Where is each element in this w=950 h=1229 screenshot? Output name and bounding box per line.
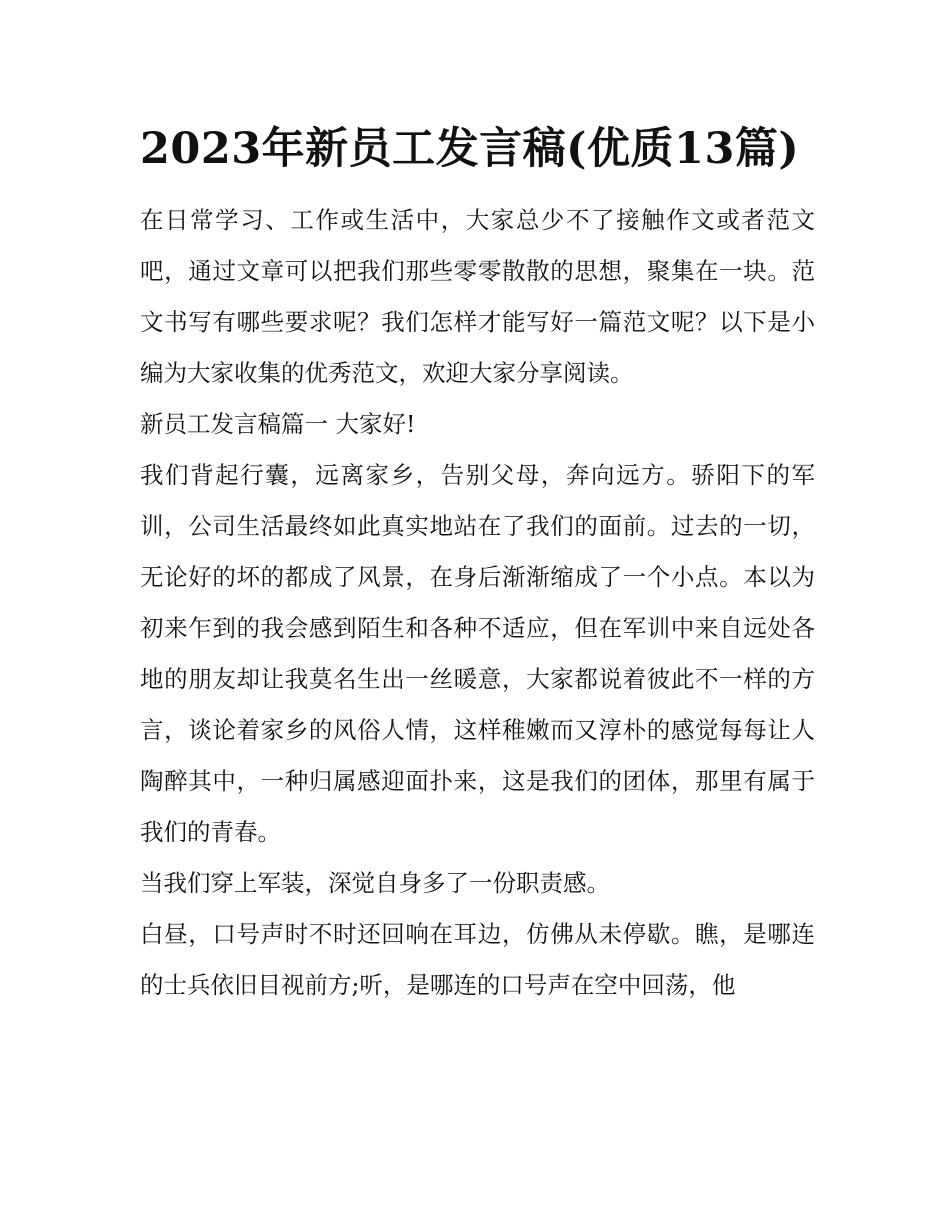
paragraph-body-1: 我们背起行囊，远离家乡，告别父母，奔向远方。骄阳下的军训，公司生活最终如此真实地站在了我们的面前。过去的一切，无论好的坏的都成了风景，在身后渐渐缩成了一个小点。本以为初来乍到的我会感到陌生和各种不适应，但在军训中来自远处各地的朋友却让我莫名生出一丝暖意，大家都说着彼此不一样的方言，谈论着家乡的风俗人情，这样稚嫩而又淳朴的感觉每每让人陶醉其中，一种归属感迎面扑来，这是我们的团体，那里有属于我们的青春。: [140, 461, 815, 846]
document-title: 2023年新员工发言稿(优质13篇): [140, 124, 800, 174]
paragraph-body-2: 当我们穿上军装，深觉自身多了一份职责感。: [140, 869, 610, 897]
paragraph-intro: 在日常学习、工作或生活中，大家总少不了接触作文或者范文吧，通过文章可以把我们那些零零散散的思想，聚集在一块。范文书写有哪些要求呢？我们怎样才能写好一篇范文呢？以下是小编为大家收集的优秀范文，欢迎大家分享阅读。: [140, 206, 815, 387]
paragraph-body-3: 白昼，口号声时不时还回响在耳边，仿佛从未停歇。瞧，是哪连的士兵依旧目视前方;听，是哪连的口号声在空中回荡，他: [140, 920, 815, 999]
paragraph-section-heading: 新员工发言稿篇一 大家好!: [140, 410, 416, 438]
document-body: [140, 118, 815, 1011]
